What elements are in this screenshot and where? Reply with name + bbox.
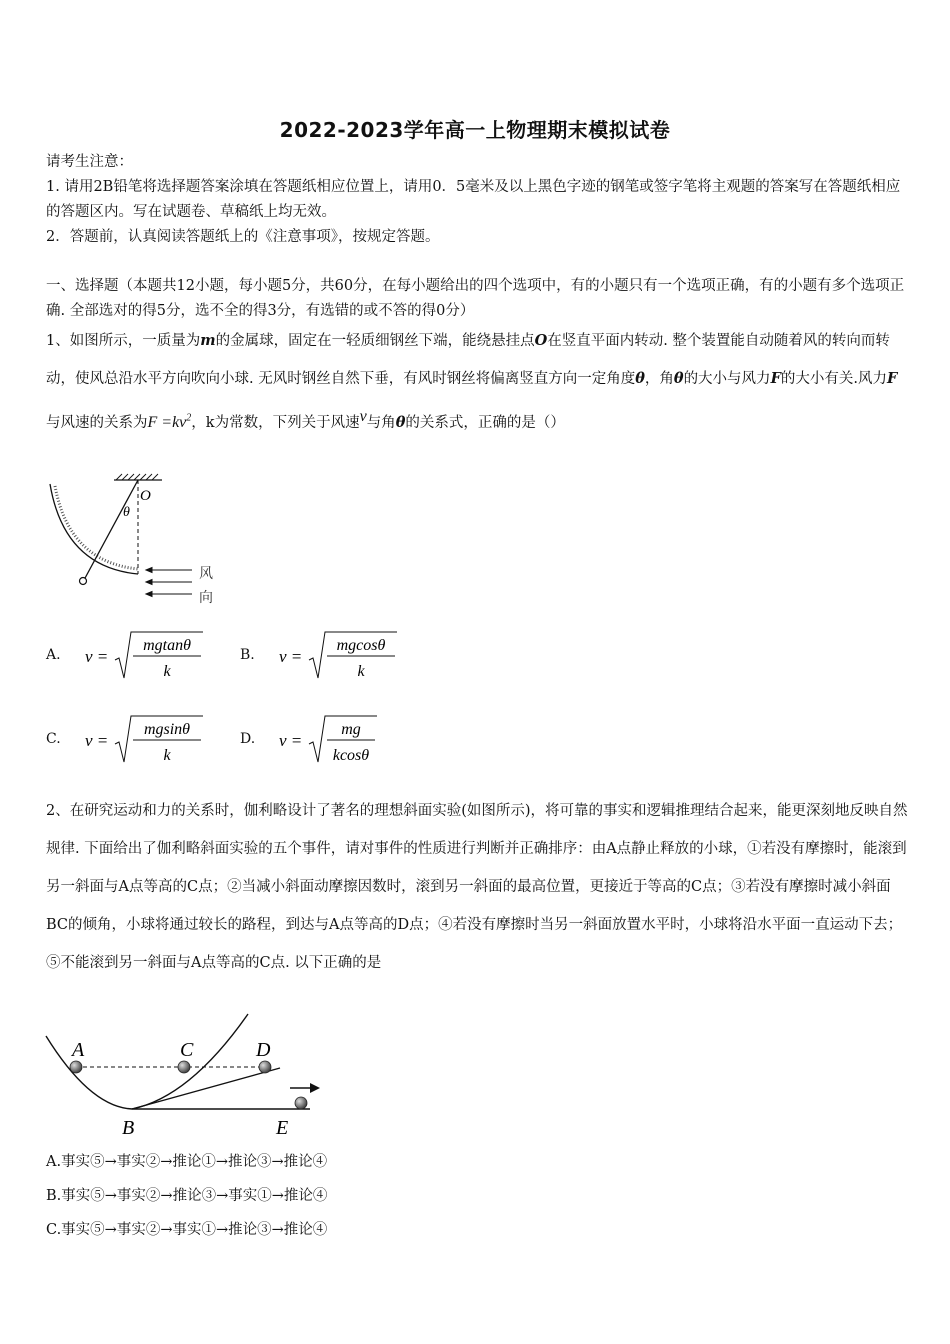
svg-text:mg: mg <box>341 721 361 738</box>
svg-text:mgsinθ: mgsinθ <box>143 721 190 738</box>
svg-text:k: k <box>163 747 171 764</box>
svg-text:mgtanθ: mgtanθ <box>142 637 191 654</box>
q1-option-c[interactable]: C. v = mgsinθ k <box>46 712 207 766</box>
label-O: O <box>140 488 151 504</box>
ball-E <box>295 1097 307 1109</box>
page-title: 2022-2023学年高一上物理期末模拟试卷 <box>279 118 671 142</box>
label-D: D <box>256 1039 271 1061</box>
section-1-heading: 一、选择题（本题共12小题，每小题5分，共60分，在每小题给出的四个选项中，有的小题只有一个选项正确，有的小题有多个选项正确. 全部选对的得5分，选不全的得3分，有选错的或不答的得0分） <box>46 278 905 319</box>
ball-D <box>259 1061 271 1073</box>
label-theta: θ <box>123 505 130 520</box>
formula-a <box>67 628 207 682</box>
q2-option-c[interactable]: C.事实⑤→事实②→事实①→推论③→推论④ <box>46 1222 328 1238</box>
q1-option-d[interactable]: D. v = mg kcosθ <box>240 712 401 766</box>
formula-c <box>67 712 207 766</box>
label-wind-1: 风 <box>199 566 213 582</box>
q1-option-b[interactable]: B. v = mgcosθ k <box>240 628 401 682</box>
notice-line-1: 1. 请用2B铅笔将选择题答案涂填在答题纸相应位置上，请用0．5毫米及以上黑色字迹的钢笔或签字笔将主观题的答案写在答题纸相应的答题区内。写在试题卷、草稿纸上均无效。 <box>46 179 901 220</box>
galileo-ramp-figure <box>40 1012 330 1140</box>
ball-C <box>178 1061 190 1073</box>
q1-option-a[interactable]: A. v = mgtanθ k <box>46 628 207 682</box>
svg-text:kcosθ: kcosθ <box>333 747 370 764</box>
notice-heading: 请考生注意： <box>46 154 133 170</box>
label-B: B <box>122 1117 135 1139</box>
ball-A <box>70 1061 82 1073</box>
svg-text:mgcosθ: mgcosθ <box>336 637 386 654</box>
svg-text:k: k <box>163 663 171 680</box>
svg-text:k: k <box>357 663 365 680</box>
formula-d <box>261 712 401 766</box>
notice-line-2: 2．答题前，认真阅读答题纸上的《注意事项》，按规定答题。 <box>46 229 440 245</box>
wind-arrows <box>146 568 192 597</box>
pendulum-figure <box>44 472 234 612</box>
wind-force-formula: $F =kv^2$ <box>147 412 192 431</box>
q2-option-b[interactable]: B.事实⑤→事实②→推论③→事实①→推论④ <box>46 1188 328 1204</box>
q2-option-a[interactable]: A.事实⑤→事实②→推论①→推论③→推论④ <box>46 1154 328 1170</box>
question-2-text: 2、在研究运动和力的关系时，伽利略设计了著名的理想斜面实验(如图所示)，将可靠的事实和逻辑推理结合起来，能更深刻地反映自然规律. 下面给出了伽利略斜面实验的五个事件，请对事件的性质进行判断并正确排序：由A点静止释放的小球，①若没有摩擦时，能滚到另一斜面与A点等高的C点；②当减小斜面动摩擦因数时，滚到另一斜面的最高位置，更接近于等高的C点；③若没有摩擦时减小斜面BC的倾角，小球将通过较长的路程，到达与A点等高的D点；④若没有摩擦时当另一斜面放置水平时，小球将沿水平面一直运动下去；⑤不能滚到另一斜面与A点等高的C点. 以下正确的是 <box>46 803 908 971</box>
label-E: E <box>276 1117 289 1139</box>
svg-text:v =: v = <box>278 647 303 666</box>
question-1-text: 1、如图所示，一质量为m的金属球，固定在一轻质细钢丝下端，能绕悬挂点O在竖直平面内转动. 整个装置能自动随着风的转向而转动，使风总沿水平方向吹向小球. 无风时钢丝自然下垂，有风时钢丝将偏离竖直方向一定角度θ，角θ的大小与风力F的大小有关.风力F与风速的关系为$F =kv^2$，k为常数，下列关于风速$^v$与角θ的关系式，正确的是（） <box>46 332 898 431</box>
label-C: C <box>180 1039 194 1061</box>
svg-text:v =: v = <box>84 731 108 750</box>
formula-b <box>261 628 401 682</box>
svg-text:v =: v = <box>84 647 108 666</box>
svg-text:v =: v = <box>279 731 303 750</box>
notice-block <box>46 150 908 250</box>
label-A: A <box>72 1039 85 1061</box>
label-wind-2: 向 <box>199 590 213 606</box>
